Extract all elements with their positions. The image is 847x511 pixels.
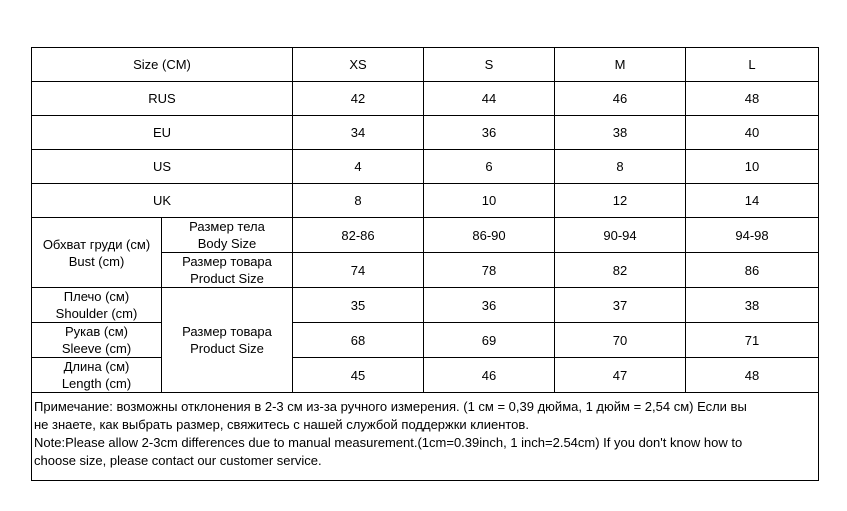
product-size-label-ru: Размер товара [182, 254, 272, 269]
product-group-label-ru: Размер товара [182, 324, 272, 339]
table-cell: 48 [686, 82, 819, 116]
table-cell: 42 [293, 82, 424, 116]
table-cell: 74 [293, 253, 424, 288]
table-cell: 86 [686, 253, 819, 288]
body-size-label [162, 218, 293, 253]
table-cell: 46 [555, 82, 686, 116]
header-row [32, 48, 819, 82]
length-label-ru: Длина (см) [63, 359, 130, 374]
table-cell: 94-98 [686, 218, 819, 253]
shoulder-label-ru: Плечо (см) [63, 289, 130, 304]
table-cell: 90-94 [555, 218, 686, 253]
note-cell [32, 393, 819, 481]
sleeve-row [32, 323, 819, 358]
bust-label-ru: Обхват груди (см) [42, 236, 151, 252]
product-size-label-en: Product Size [190, 271, 264, 286]
table-cell: 36 [424, 116, 555, 150]
table-cell: 45 [293, 358, 424, 393]
table-cell: 36 [424, 288, 555, 323]
product-size-group-label [162, 288, 293, 393]
note-row [32, 393, 819, 481]
table-cell: 71 [686, 323, 819, 358]
size-chart-table [31, 47, 819, 481]
size-s-header: S [424, 48, 555, 82]
sleeve-label [32, 323, 162, 358]
table-cell: 37 [555, 288, 686, 323]
bust-body-row [32, 218, 819, 253]
table-cell: 69 [424, 323, 555, 358]
body-size-label-en: Body Size [197, 236, 257, 251]
body-size-label-ru: Размер тела [189, 219, 265, 234]
table-cell: 78 [424, 253, 555, 288]
table-cell: 70 [555, 323, 686, 358]
table-cell: 14 [686, 184, 819, 218]
table-cell: 10 [686, 150, 819, 184]
table-row [32, 184, 819, 218]
table-row [32, 150, 819, 184]
row-label: EU [32, 116, 293, 150]
shoulder-label [32, 288, 162, 323]
shoulder-row [32, 288, 819, 323]
table-cell: 38 [555, 116, 686, 150]
note-line-ru-1: Примечание: возможны отклонения в 2-3 см из-за ручного измерения. (1 см = 0,39 дюйма, 1 дюйм = 2,54 см) Если вы [34, 399, 747, 414]
bust-label-en: Bust (cm) [68, 253, 125, 269]
table-cell: 35 [293, 288, 424, 323]
table-cell: 8 [293, 184, 424, 218]
table-row [32, 116, 819, 150]
table-cell: 46 [424, 358, 555, 393]
table-cell: 12 [555, 184, 686, 218]
table-cell: 4 [293, 150, 424, 184]
row-label: US [32, 150, 293, 184]
table-cell: 82 [555, 253, 686, 288]
header-label: Size (CM) [32, 48, 293, 82]
shoulder-label-en: Shoulder (cm) [55, 306, 138, 321]
sleeve-label-ru: Рукав (см) [65, 324, 128, 339]
length-label-en: Length (cm) [61, 376, 132, 391]
size-m-header: M [555, 48, 686, 82]
product-group-label-en: Product Size [190, 341, 264, 356]
size-l-header: L [686, 48, 819, 82]
table-cell: 8 [555, 150, 686, 184]
table-cell: 86-90 [424, 218, 555, 253]
table-cell: 68 [293, 323, 424, 358]
row-label: UK [32, 184, 293, 218]
product-size-label [162, 253, 293, 288]
length-row [32, 358, 819, 393]
table-cell: 10 [424, 184, 555, 218]
table-cell: 82-86 [293, 218, 424, 253]
length-label [32, 358, 162, 393]
table-cell: 34 [293, 116, 424, 150]
table-cell: 48 [686, 358, 819, 393]
table-cell: 40 [686, 116, 819, 150]
table-cell: 38 [686, 288, 819, 323]
note-line-ru-2: не знаете, как выбрать размер, свяжитесь с нашей службой поддержки клиентов. [34, 417, 529, 432]
size-xs-header: XS [293, 48, 424, 82]
table-cell: 44 [424, 82, 555, 116]
sleeve-label-en: Sleeve (cm) [61, 341, 132, 356]
note-line-en-1: Note:Please allow 2-3cm differences due to manual measurement.(1cm=0.39inch, 1 inch=2.54cm) If you don't know how to [34, 435, 743, 450]
table-cell: 47 [555, 358, 686, 393]
table-cell: 6 [424, 150, 555, 184]
row-label: RUS [32, 82, 293, 116]
table-row [32, 82, 819, 116]
note-line-en-2: choose size, please contact our customer service. [34, 453, 322, 468]
bust-label [32, 218, 162, 288]
